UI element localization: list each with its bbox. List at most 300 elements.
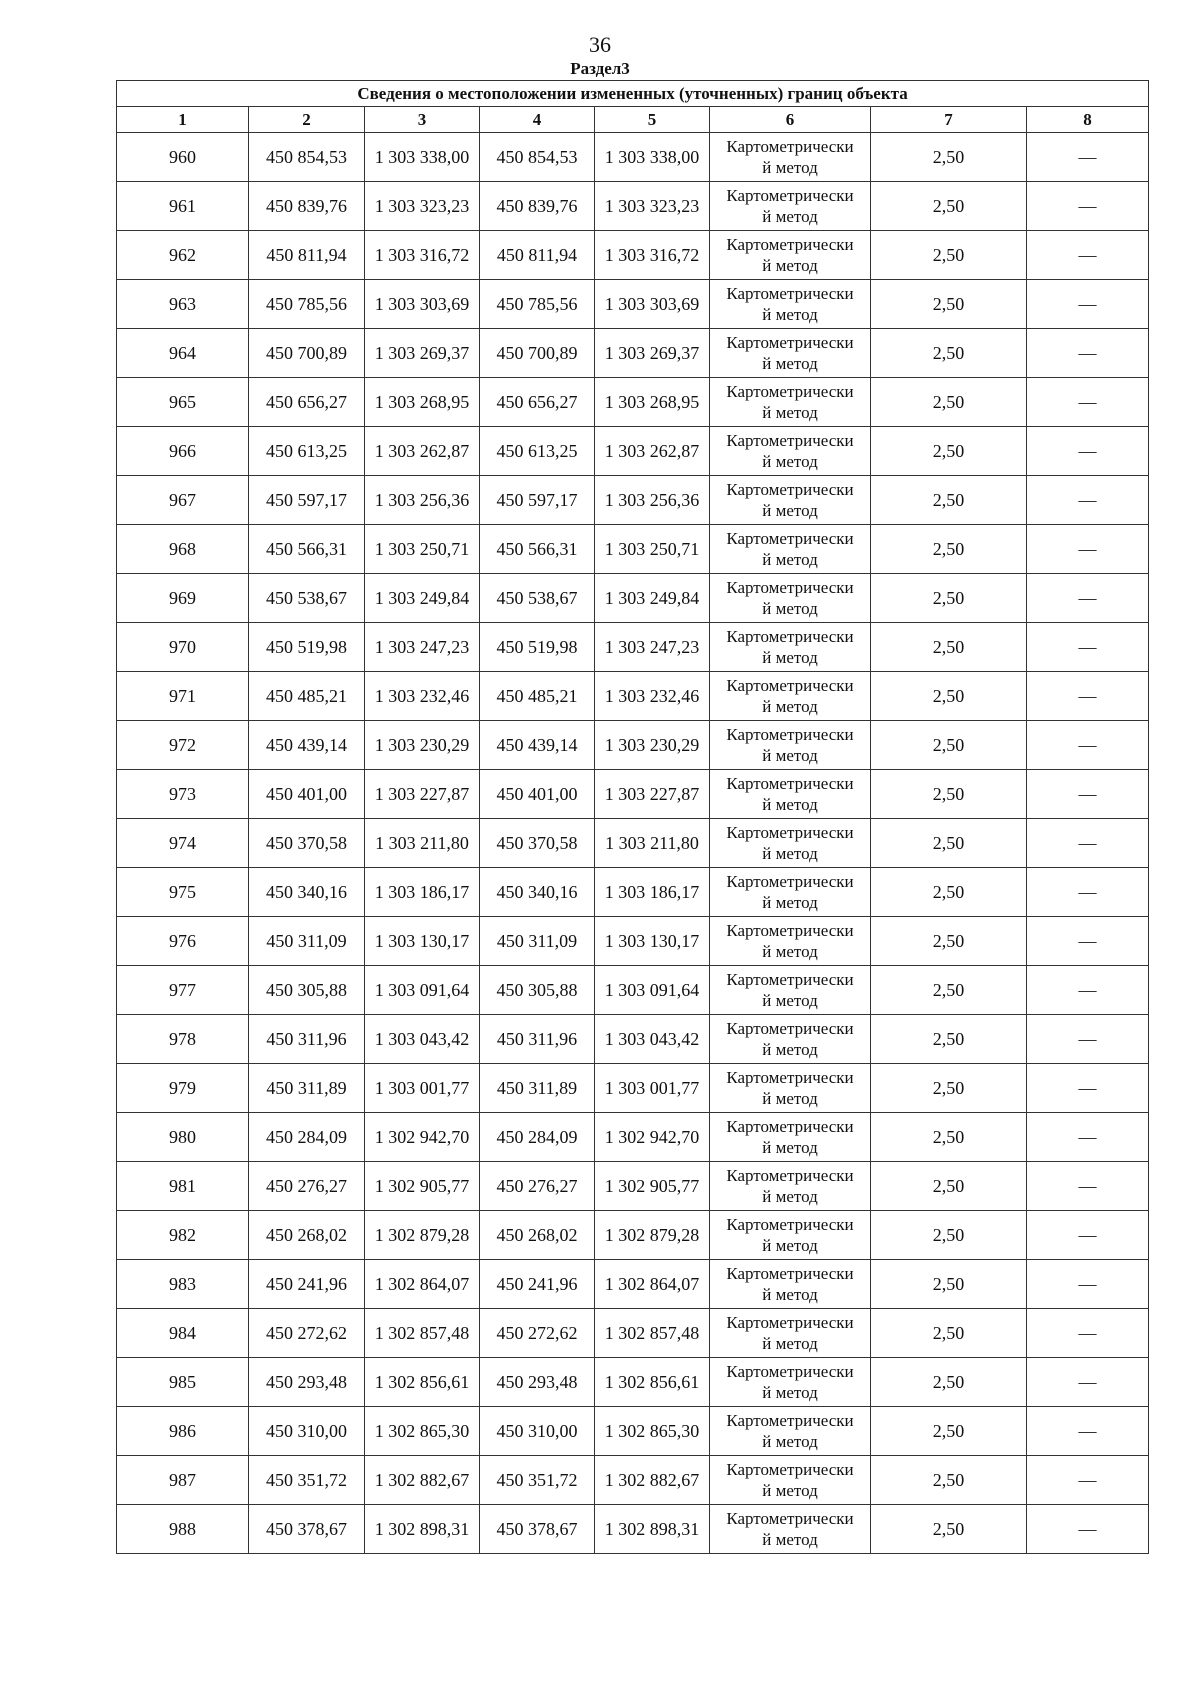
y-new-cell: 1 303 269,37 bbox=[595, 329, 710, 378]
description-cell bbox=[1027, 1113, 1149, 1162]
accuracy-cell: 2,50 bbox=[871, 231, 1027, 280]
x-new-cell: 450 439,14 bbox=[480, 721, 595, 770]
x-old-cell: 450 241,96 bbox=[249, 1260, 365, 1309]
accuracy-cell: 2,50 bbox=[871, 1260, 1027, 1309]
table-row bbox=[117, 182, 1149, 231]
y-new-cell: 1 303 130,17 bbox=[595, 917, 710, 966]
method-text-line2: й метод bbox=[762, 1089, 818, 1108]
table-row bbox=[117, 427, 1149, 476]
y-old-cell: 1 302 857,48 bbox=[365, 1309, 480, 1358]
accuracy-cell: 2,50 bbox=[871, 133, 1027, 182]
y-new-cell: 1 302 857,48 bbox=[595, 1309, 710, 1358]
x-new-cell: 450 519,98 bbox=[480, 623, 595, 672]
accuracy-cell: 2,50 bbox=[871, 476, 1027, 525]
point-number-cell: 974 bbox=[117, 819, 249, 868]
point-number-cell: 966 bbox=[117, 427, 249, 476]
point-number-cell: 984 bbox=[117, 1309, 249, 1358]
x-old-cell: 450 311,89 bbox=[249, 1064, 365, 1113]
y-old-cell: 1 303 323,23 bbox=[365, 182, 480, 231]
dash-mark: — bbox=[1078, 685, 1097, 706]
method-text-line1: Картометрически bbox=[726, 1509, 854, 1528]
method-text-line1: Картометрически bbox=[726, 186, 854, 205]
dash-mark: — bbox=[1078, 1175, 1097, 1196]
method-cell bbox=[710, 574, 871, 623]
x-new-cell: 450 700,89 bbox=[480, 329, 595, 378]
method-text-line2: й метод bbox=[762, 158, 818, 177]
method-text-line1: Картометрически bbox=[726, 1117, 854, 1136]
method-text-line1: Картометрически bbox=[726, 1068, 854, 1087]
table-row bbox=[117, 329, 1149, 378]
method-text-line1: Картометрически bbox=[726, 1166, 854, 1185]
dash-mark: — bbox=[1078, 832, 1097, 853]
method-text-line2: й метод bbox=[762, 1432, 818, 1451]
method-cell bbox=[710, 1309, 871, 1358]
y-old-cell: 1 302 856,61 bbox=[365, 1358, 480, 1407]
method-cell bbox=[710, 966, 871, 1015]
method-text-line2: й метод bbox=[762, 256, 818, 275]
x-old-cell: 450 656,27 bbox=[249, 378, 365, 427]
y-new-cell: 1 302 882,67 bbox=[595, 1456, 710, 1505]
dash-mark: — bbox=[1078, 1322, 1097, 1343]
method-text-line2: й метод bbox=[762, 991, 818, 1010]
y-new-cell: 1 303 268,95 bbox=[595, 378, 710, 427]
x-old-cell: 450 268,02 bbox=[249, 1211, 365, 1260]
y-old-cell: 1 302 905,77 bbox=[365, 1162, 480, 1211]
method-cell bbox=[710, 770, 871, 819]
accuracy-cell: 2,50 bbox=[871, 280, 1027, 329]
y-new-cell: 1 302 856,61 bbox=[595, 1358, 710, 1407]
method-text-line2: й метод bbox=[762, 550, 818, 569]
method-text-line2: й метод bbox=[762, 648, 818, 667]
method-text-line2: й метод bbox=[762, 1334, 818, 1353]
method-text-line1: Картометрически bbox=[726, 1411, 854, 1430]
description-cell bbox=[1027, 1015, 1149, 1064]
description-cell bbox=[1027, 1505, 1149, 1554]
method-text-line2: й метод bbox=[762, 942, 818, 961]
accuracy-cell: 2,50 bbox=[871, 1358, 1027, 1407]
x-new-cell: 450 284,09 bbox=[480, 1113, 595, 1162]
description-cell bbox=[1027, 476, 1149, 525]
x-new-cell: 450 272,62 bbox=[480, 1309, 595, 1358]
y-old-cell: 1 303 303,69 bbox=[365, 280, 480, 329]
table-row bbox=[117, 231, 1149, 280]
x-new-cell: 450 485,21 bbox=[480, 672, 595, 721]
description-cell bbox=[1027, 917, 1149, 966]
method-text-line1: Картометрически bbox=[726, 1460, 854, 1479]
dash-mark: — bbox=[1078, 1518, 1097, 1539]
x-new-cell: 450 566,31 bbox=[480, 525, 595, 574]
y-old-cell: 1 303 247,23 bbox=[365, 623, 480, 672]
dash-mark: — bbox=[1078, 1224, 1097, 1245]
accuracy-cell: 2,50 bbox=[871, 1113, 1027, 1162]
table-row bbox=[117, 1505, 1149, 1554]
dash-mark: — bbox=[1078, 783, 1097, 804]
column-number-row bbox=[117, 107, 1149, 133]
point-number-cell: 976 bbox=[117, 917, 249, 966]
accuracy-cell: 2,50 bbox=[871, 427, 1027, 476]
table-row bbox=[117, 917, 1149, 966]
method-cell bbox=[710, 1358, 871, 1407]
table-row bbox=[117, 1456, 1149, 1505]
method-cell bbox=[710, 672, 871, 721]
method-text-line2: й метод bbox=[762, 1530, 818, 1549]
point-number-cell: 962 bbox=[117, 231, 249, 280]
description-cell bbox=[1027, 1162, 1149, 1211]
column-number: 1 bbox=[117, 107, 249, 133]
method-text-line2: й метод bbox=[762, 1236, 818, 1255]
x-new-cell: 450 305,88 bbox=[480, 966, 595, 1015]
table-row bbox=[117, 476, 1149, 525]
method-text-line1: Картометрически bbox=[726, 1313, 854, 1332]
table-row bbox=[117, 819, 1149, 868]
description-cell bbox=[1027, 280, 1149, 329]
description-cell bbox=[1027, 672, 1149, 721]
description-cell bbox=[1027, 525, 1149, 574]
dash-mark: — bbox=[1078, 930, 1097, 951]
point-number-cell: 970 bbox=[117, 623, 249, 672]
x-old-cell: 450 597,17 bbox=[249, 476, 365, 525]
x-new-cell: 450 241,96 bbox=[480, 1260, 595, 1309]
description-cell bbox=[1027, 819, 1149, 868]
method-cell bbox=[710, 819, 871, 868]
x-new-cell: 450 310,00 bbox=[480, 1407, 595, 1456]
dash-mark: — bbox=[1078, 195, 1097, 216]
dash-mark: — bbox=[1078, 489, 1097, 510]
method-text-line1: Картометрически bbox=[726, 676, 854, 695]
x-new-cell: 450 854,53 bbox=[480, 133, 595, 182]
point-number-cell: 985 bbox=[117, 1358, 249, 1407]
accuracy-cell: 2,50 bbox=[871, 182, 1027, 231]
method-cell bbox=[710, 1407, 871, 1456]
column-number: 5 bbox=[595, 107, 710, 133]
column-number: 8 bbox=[1027, 107, 1149, 133]
y-old-cell: 1 303 001,77 bbox=[365, 1064, 480, 1113]
y-old-cell: 1 302 882,67 bbox=[365, 1456, 480, 1505]
x-old-cell: 450 310,00 bbox=[249, 1407, 365, 1456]
y-new-cell: 1 303 250,71 bbox=[595, 525, 710, 574]
accuracy-cell: 2,50 bbox=[871, 672, 1027, 721]
y-old-cell: 1 302 879,28 bbox=[365, 1211, 480, 1260]
x-new-cell: 450 401,00 bbox=[480, 770, 595, 819]
method-cell bbox=[710, 868, 871, 917]
description-cell bbox=[1027, 1064, 1149, 1113]
point-number-cell: 967 bbox=[117, 476, 249, 525]
method-text-line1: Картометрически bbox=[726, 1019, 854, 1038]
method-text-line1: Картометрически bbox=[726, 1215, 854, 1234]
dash-mark: — bbox=[1078, 1126, 1097, 1147]
x-new-cell: 450 351,72 bbox=[480, 1456, 595, 1505]
method-text-line1: Картометрически bbox=[726, 1362, 854, 1381]
method-text-line1: Картометрически bbox=[726, 627, 854, 646]
method-text-line2: й метод bbox=[762, 305, 818, 324]
accuracy-cell: 2,50 bbox=[871, 1162, 1027, 1211]
method-text-line2: й метод bbox=[762, 795, 818, 814]
point-number-cell: 986 bbox=[117, 1407, 249, 1456]
description-cell bbox=[1027, 770, 1149, 819]
description-cell bbox=[1027, 182, 1149, 231]
description-cell bbox=[1027, 574, 1149, 623]
x-old-cell: 450 272,62 bbox=[249, 1309, 365, 1358]
point-number-cell: 972 bbox=[117, 721, 249, 770]
point-number-cell: 978 bbox=[117, 1015, 249, 1064]
method-text-line2: й метод bbox=[762, 697, 818, 716]
dash-mark: — bbox=[1078, 146, 1097, 167]
x-old-cell: 450 276,27 bbox=[249, 1162, 365, 1211]
point-number-cell: 973 bbox=[117, 770, 249, 819]
point-number-cell: 977 bbox=[117, 966, 249, 1015]
method-cell bbox=[710, 1162, 871, 1211]
method-cell bbox=[710, 525, 871, 574]
x-old-cell: 450 401,00 bbox=[249, 770, 365, 819]
x-new-cell: 450 293,48 bbox=[480, 1358, 595, 1407]
y-new-cell: 1 303 249,84 bbox=[595, 574, 710, 623]
point-number-cell: 965 bbox=[117, 378, 249, 427]
description-cell bbox=[1027, 1309, 1149, 1358]
dash-mark: — bbox=[1078, 587, 1097, 608]
method-text-line1: Картометрически bbox=[726, 921, 854, 940]
x-new-cell: 450 276,27 bbox=[480, 1162, 595, 1211]
dash-mark: — bbox=[1078, 391, 1097, 412]
y-new-cell: 1 303 338,00 bbox=[595, 133, 710, 182]
accuracy-cell: 2,50 bbox=[871, 1211, 1027, 1260]
point-number-cell: 963 bbox=[117, 280, 249, 329]
table-row bbox=[117, 623, 1149, 672]
y-new-cell: 1 303 303,69 bbox=[595, 280, 710, 329]
accuracy-cell: 2,50 bbox=[871, 770, 1027, 819]
method-cell bbox=[710, 917, 871, 966]
accuracy-cell: 2,50 bbox=[871, 819, 1027, 868]
method-text-line1: Картометрически bbox=[726, 774, 854, 793]
y-old-cell: 1 302 865,30 bbox=[365, 1407, 480, 1456]
y-new-cell: 1 303 186,17 bbox=[595, 868, 710, 917]
description-cell bbox=[1027, 623, 1149, 672]
table-row bbox=[117, 868, 1149, 917]
dash-mark: — bbox=[1078, 1371, 1097, 1392]
point-number-cell: 983 bbox=[117, 1260, 249, 1309]
column-number: 3 bbox=[365, 107, 480, 133]
method-text-line1: Картометрически bbox=[726, 970, 854, 989]
y-old-cell: 1 303 043,42 bbox=[365, 1015, 480, 1064]
dash-mark: — bbox=[1078, 293, 1097, 314]
method-cell bbox=[710, 378, 871, 427]
y-new-cell: 1 303 316,72 bbox=[595, 231, 710, 280]
method-text-line2: й метод bbox=[762, 1481, 818, 1500]
accuracy-cell: 2,50 bbox=[871, 917, 1027, 966]
y-new-cell: 1 302 898,31 bbox=[595, 1505, 710, 1554]
y-old-cell: 1 303 262,87 bbox=[365, 427, 480, 476]
method-text-line2: й метод bbox=[762, 844, 818, 863]
dash-mark: — bbox=[1078, 538, 1097, 559]
x-old-cell: 450 378,67 bbox=[249, 1505, 365, 1554]
y-old-cell: 1 303 227,87 bbox=[365, 770, 480, 819]
method-text-line1: Картометрически bbox=[726, 382, 854, 401]
y-new-cell: 1 303 256,36 bbox=[595, 476, 710, 525]
x-old-cell: 450 566,31 bbox=[249, 525, 365, 574]
table-body bbox=[117, 133, 1149, 1554]
x-old-cell: 450 439,14 bbox=[249, 721, 365, 770]
dash-mark: — bbox=[1078, 342, 1097, 363]
dash-mark: — bbox=[1078, 1028, 1097, 1049]
x-old-cell: 450 854,53 bbox=[249, 133, 365, 182]
x-old-cell: 450 293,48 bbox=[249, 1358, 365, 1407]
y-new-cell: 1 303 230,29 bbox=[595, 721, 710, 770]
table-row bbox=[117, 378, 1149, 427]
description-cell bbox=[1027, 1260, 1149, 1309]
method-text-line1: Картометрически bbox=[726, 284, 854, 303]
description-cell bbox=[1027, 721, 1149, 770]
table-row bbox=[117, 1407, 1149, 1456]
method-cell bbox=[710, 1211, 871, 1260]
method-cell bbox=[710, 721, 871, 770]
table-row bbox=[117, 1113, 1149, 1162]
x-old-cell: 450 485,21 bbox=[249, 672, 365, 721]
method-cell bbox=[710, 231, 871, 280]
y-old-cell: 1 302 942,70 bbox=[365, 1113, 480, 1162]
dash-mark: — bbox=[1078, 244, 1097, 265]
y-new-cell: 1 303 211,80 bbox=[595, 819, 710, 868]
point-number-cell: 960 bbox=[117, 133, 249, 182]
x-new-cell: 450 370,58 bbox=[480, 819, 595, 868]
accuracy-cell: 2,50 bbox=[871, 623, 1027, 672]
y-old-cell: 1 303 230,29 bbox=[365, 721, 480, 770]
description-cell bbox=[1027, 868, 1149, 917]
method-text-line1: Картометрически bbox=[726, 872, 854, 891]
method-cell bbox=[710, 1260, 871, 1309]
method-text-line1: Картометрически bbox=[726, 333, 854, 352]
method-cell bbox=[710, 427, 871, 476]
method-text-line2: й метод bbox=[762, 893, 818, 912]
method-cell bbox=[710, 1064, 871, 1113]
x-old-cell: 450 538,67 bbox=[249, 574, 365, 623]
method-text-line2: й метод bbox=[762, 403, 818, 422]
y-old-cell: 1 303 249,84 bbox=[365, 574, 480, 623]
y-old-cell: 1 303 256,36 bbox=[365, 476, 480, 525]
column-number: 4 bbox=[480, 107, 595, 133]
table-row bbox=[117, 525, 1149, 574]
y-new-cell: 1 303 323,23 bbox=[595, 182, 710, 231]
table-row bbox=[117, 1064, 1149, 1113]
x-new-cell: 450 340,16 bbox=[480, 868, 595, 917]
point-number-cell: 975 bbox=[117, 868, 249, 917]
method-text-line1: Картометрически bbox=[726, 725, 854, 744]
method-text-line2: й метод bbox=[762, 746, 818, 765]
y-new-cell: 1 303 091,64 bbox=[595, 966, 710, 1015]
method-cell bbox=[710, 1113, 871, 1162]
description-cell bbox=[1027, 133, 1149, 182]
point-number-cell: 987 bbox=[117, 1456, 249, 1505]
x-new-cell: 450 597,17 bbox=[480, 476, 595, 525]
accuracy-cell: 2,50 bbox=[871, 1015, 1027, 1064]
y-new-cell: 1 303 247,23 bbox=[595, 623, 710, 672]
method-text-line1: Картометрически bbox=[726, 431, 854, 450]
description-cell bbox=[1027, 1407, 1149, 1456]
method-text-line2: й метод bbox=[762, 354, 818, 373]
method-text-line2: й метод bbox=[762, 1383, 818, 1402]
accuracy-cell: 2,50 bbox=[871, 329, 1027, 378]
table-row bbox=[117, 770, 1149, 819]
x-old-cell: 450 839,76 bbox=[249, 182, 365, 231]
method-cell bbox=[710, 1505, 871, 1554]
method-cell bbox=[710, 623, 871, 672]
dash-mark: — bbox=[1078, 1077, 1097, 1098]
accuracy-cell: 2,50 bbox=[871, 1309, 1027, 1358]
method-text-line2: й метод bbox=[762, 501, 818, 520]
x-old-cell: 450 700,89 bbox=[249, 329, 365, 378]
x-old-cell: 450 311,09 bbox=[249, 917, 365, 966]
x-old-cell: 450 811,94 bbox=[249, 231, 365, 280]
dash-mark: — bbox=[1078, 979, 1097, 1000]
y-old-cell: 1 303 091,64 bbox=[365, 966, 480, 1015]
y-new-cell: 1 302 879,28 bbox=[595, 1211, 710, 1260]
description-cell bbox=[1027, 329, 1149, 378]
y-old-cell: 1 303 316,72 bbox=[365, 231, 480, 280]
method-cell bbox=[710, 1015, 871, 1064]
description-cell bbox=[1027, 378, 1149, 427]
x-new-cell: 450 311,09 bbox=[480, 917, 595, 966]
x-new-cell: 450 268,02 bbox=[480, 1211, 595, 1260]
method-text-line1: Картометрически bbox=[726, 578, 854, 597]
table-row bbox=[117, 1015, 1149, 1064]
point-number-cell: 969 bbox=[117, 574, 249, 623]
y-old-cell: 1 303 211,80 bbox=[365, 819, 480, 868]
description-cell bbox=[1027, 1456, 1149, 1505]
x-new-cell: 450 839,76 bbox=[480, 182, 595, 231]
table-row bbox=[117, 280, 1149, 329]
column-number: 2 bbox=[249, 107, 365, 133]
y-old-cell: 1 302 864,07 bbox=[365, 1260, 480, 1309]
page-number: 36 bbox=[589, 32, 611, 57]
x-old-cell: 450 311,96 bbox=[249, 1015, 365, 1064]
dash-mark: — bbox=[1078, 881, 1097, 902]
point-number-cell: 988 bbox=[117, 1505, 249, 1554]
x-old-cell: 450 340,16 bbox=[249, 868, 365, 917]
dash-mark: — bbox=[1078, 636, 1097, 657]
accuracy-cell: 2,50 bbox=[871, 1407, 1027, 1456]
method-cell bbox=[710, 476, 871, 525]
table-row bbox=[117, 574, 1149, 623]
x-old-cell: 450 284,09 bbox=[249, 1113, 365, 1162]
x-new-cell: 450 378,67 bbox=[480, 1505, 595, 1554]
x-new-cell: 450 311,96 bbox=[480, 1015, 595, 1064]
y-old-cell: 1 303 130,17 bbox=[365, 917, 480, 966]
y-old-cell: 1 303 232,46 bbox=[365, 672, 480, 721]
y-new-cell: 1 302 942,70 bbox=[595, 1113, 710, 1162]
method-cell bbox=[710, 1456, 871, 1505]
method-text-line1: Картометрически bbox=[726, 137, 854, 156]
table-row bbox=[117, 672, 1149, 721]
accuracy-cell: 2,50 bbox=[871, 1505, 1027, 1554]
table-row bbox=[117, 133, 1149, 182]
y-new-cell: 1 303 001,77 bbox=[595, 1064, 710, 1113]
accuracy-cell: 2,50 bbox=[871, 1064, 1027, 1113]
x-new-cell: 450 785,56 bbox=[480, 280, 595, 329]
point-number-cell: 968 bbox=[117, 525, 249, 574]
accuracy-cell: 2,50 bbox=[871, 378, 1027, 427]
table-row bbox=[117, 721, 1149, 770]
method-text-line2: й метод bbox=[762, 452, 818, 471]
point-number-cell: 982 bbox=[117, 1211, 249, 1260]
method-text-line2: й метод bbox=[762, 1285, 818, 1304]
table-row bbox=[117, 1260, 1149, 1309]
point-number-cell: 981 bbox=[117, 1162, 249, 1211]
method-text-line1: Картометрически bbox=[726, 480, 854, 499]
dash-mark: — bbox=[1078, 1469, 1097, 1490]
y-new-cell: 1 303 227,87 bbox=[595, 770, 710, 819]
boundary-coordinates-table bbox=[116, 80, 1149, 1554]
table-row bbox=[117, 1309, 1149, 1358]
section-label: Раздел3 bbox=[570, 59, 630, 78]
method-text-line1: Картометрически bbox=[726, 823, 854, 842]
